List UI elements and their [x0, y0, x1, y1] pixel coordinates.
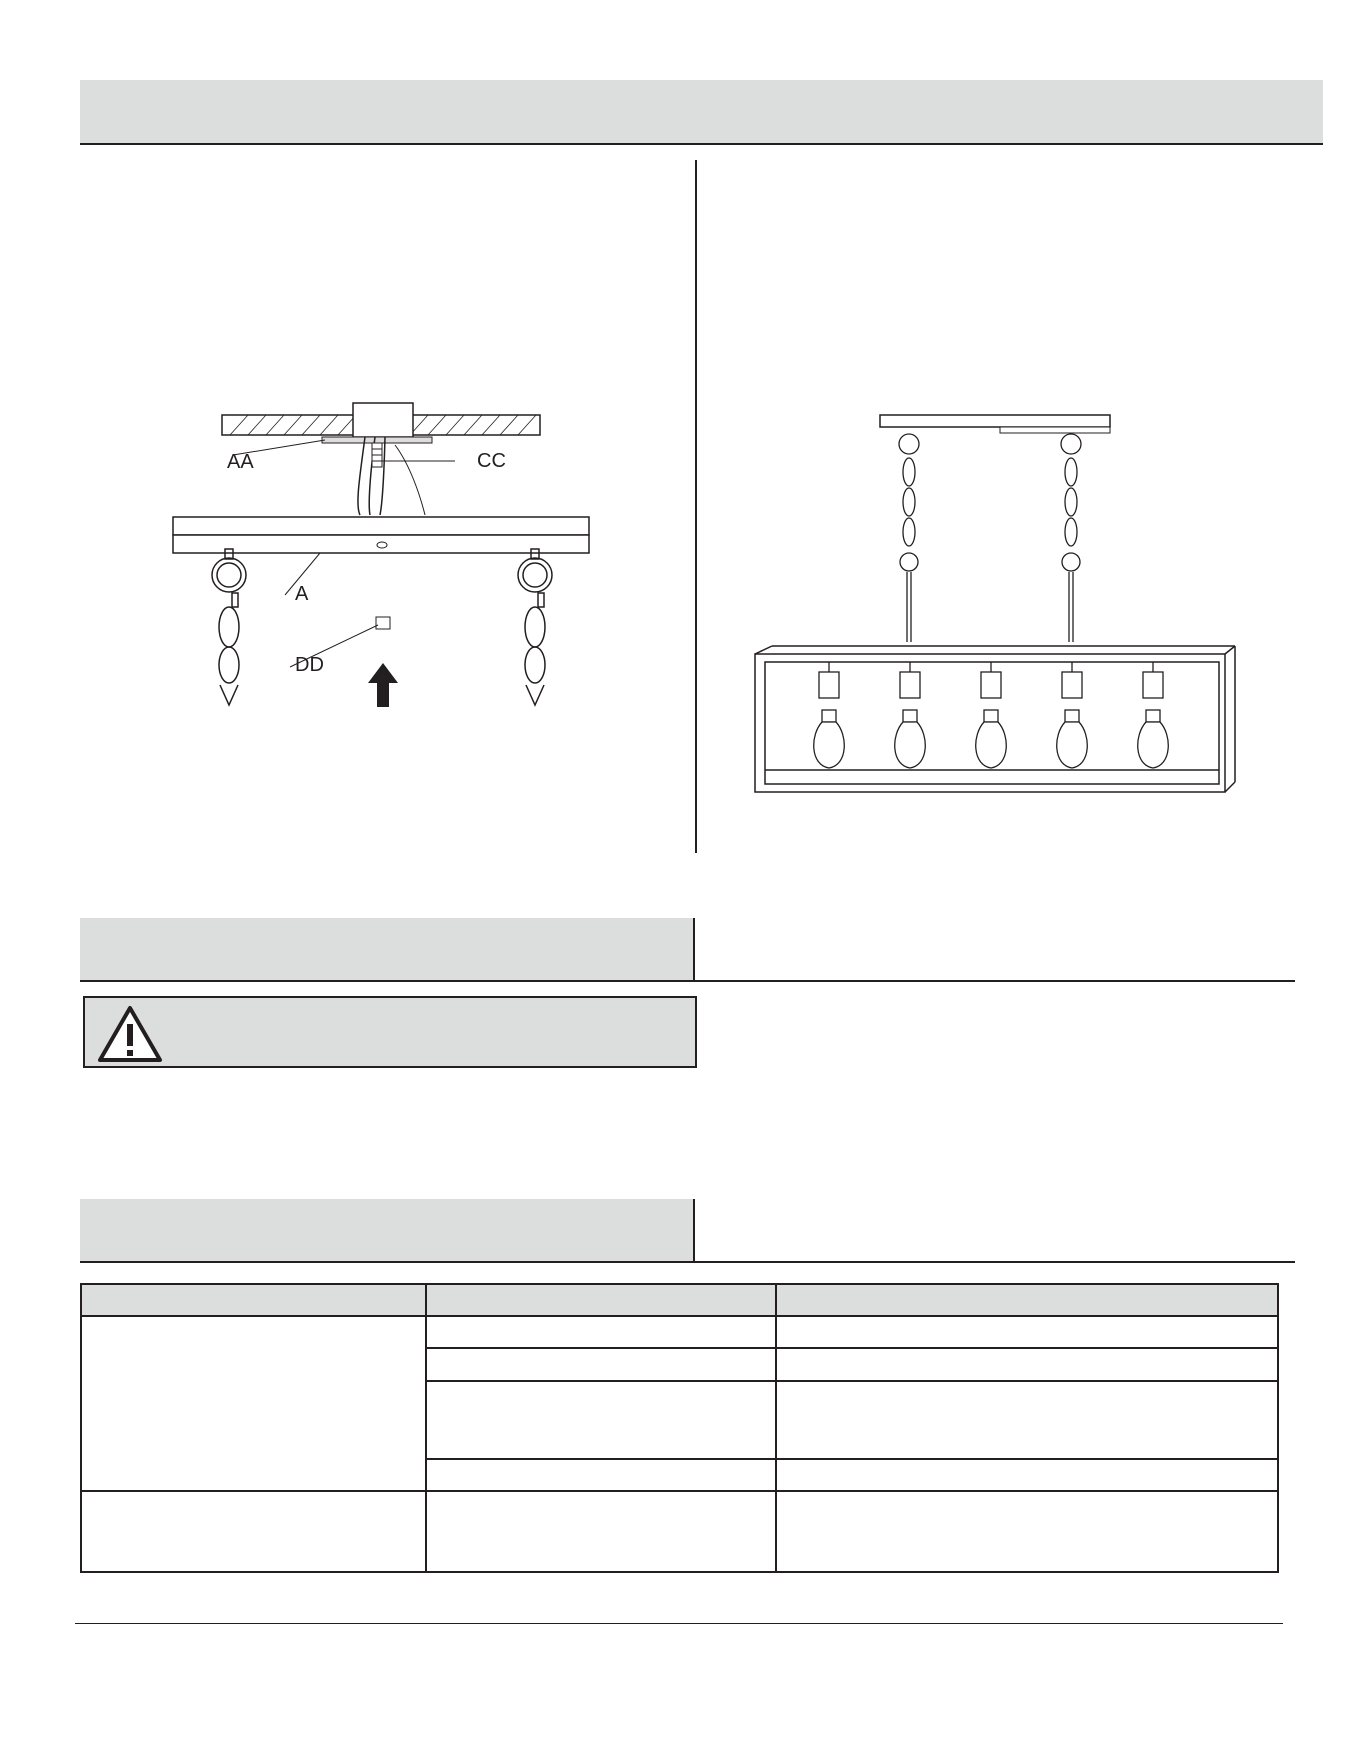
troubleshooting-section-header [80, 1199, 693, 1262]
table-cell [776, 1381, 1278, 1460]
table-row [81, 1316, 1278, 1348]
care-header-divider [693, 918, 695, 981]
footer-rule [75, 1623, 1283, 1624]
table-cell [81, 1491, 426, 1572]
warning-box [83, 996, 697, 1068]
canopy-a [173, 517, 589, 553]
screw-cc [372, 443, 382, 467]
top-banner [80, 80, 1323, 145]
bulb [976, 662, 1007, 768]
label-cc: CC [477, 450, 506, 472]
table-cell [426, 1316, 776, 1348]
chain-left [212, 549, 246, 705]
column-header [81, 1284, 426, 1316]
care-section-header [80, 918, 693, 981]
bulb [1138, 662, 1169, 768]
bulbs [814, 662, 1169, 768]
chain-right [1061, 434, 1081, 642]
arrow-up-icon [368, 663, 398, 707]
mounting-illustration [170, 395, 610, 715]
table-cell [81, 1316, 426, 1491]
table-cell [426, 1459, 776, 1491]
mounting-strap [322, 437, 432, 443]
bulb [1057, 662, 1088, 768]
junction-box [353, 403, 413, 437]
table-cell [776, 1491, 1278, 1572]
table-cell [776, 1316, 1278, 1348]
canopy [880, 415, 1110, 427]
table-cell [776, 1459, 1278, 1491]
bulb [895, 662, 926, 768]
table-header-row [81, 1284, 1278, 1316]
fixture-illustration [750, 410, 1250, 800]
chain-left [899, 434, 919, 642]
troubleshooting-table [80, 1283, 1279, 1573]
troubleshooting-header-divider [693, 1199, 695, 1262]
chain-right [518, 549, 552, 705]
label-aa: AA [227, 451, 254, 473]
troubleshooting-header-rule [80, 1261, 1295, 1263]
table-cell [426, 1381, 776, 1460]
table-cell [776, 1348, 1278, 1380]
warning-triangle-icon [97, 1004, 163, 1064]
table-cell [426, 1348, 776, 1380]
label-a: A [295, 583, 309, 605]
column-header [776, 1284, 1278, 1316]
table-cell [426, 1491, 776, 1572]
bulb [814, 662, 845, 768]
step-divider [695, 160, 697, 853]
care-header-rule [80, 980, 1295, 982]
column-header [426, 1284, 776, 1316]
nut-dd [376, 617, 390, 629]
label-dd: DD [295, 654, 324, 676]
table-row [81, 1491, 1278, 1572]
